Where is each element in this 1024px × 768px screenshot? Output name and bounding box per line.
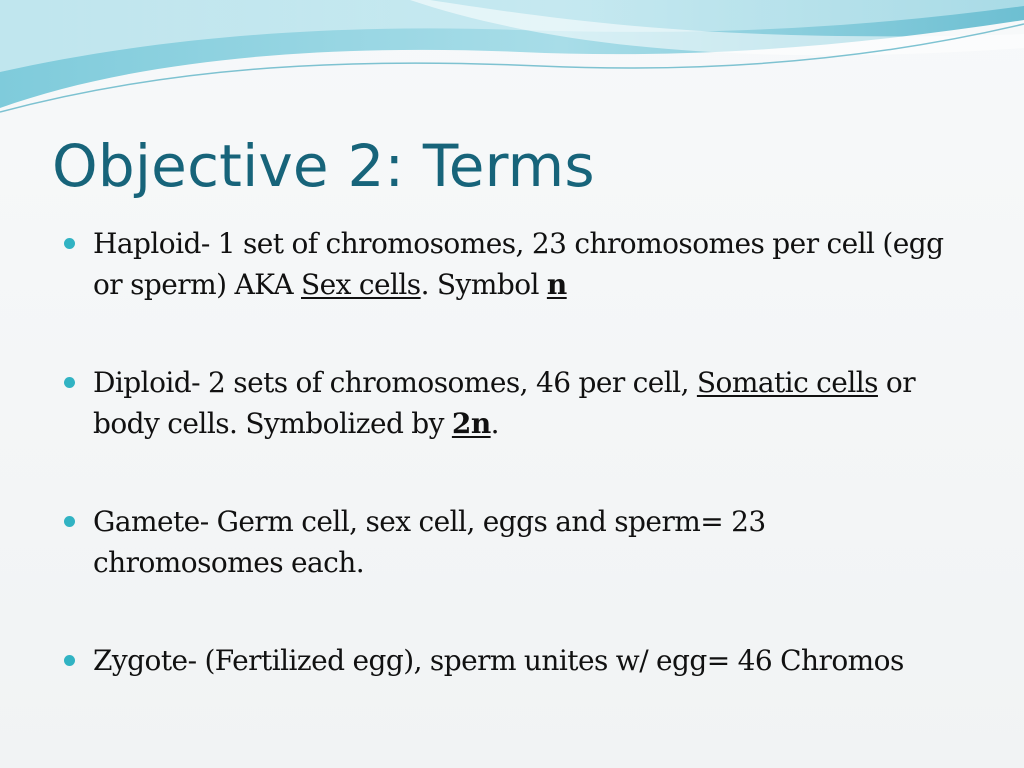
bullet-text: Gamete- Germ cell, sex cell, eggs and sperm= 23 chromosomes each. (93, 505, 766, 579)
bullet-text: Diploid- 2 sets of chromosomes, 46 per cell, Somatic cells or body cells. Symbolized by 2n. (93, 366, 916, 440)
bullet-dot-icon (64, 516, 75, 527)
bullet-dot-icon (64, 377, 75, 388)
bullet-dot-icon (64, 655, 75, 666)
bullet-text: Zygote- (Fertilized egg), sperm unites w/ egg= 46 Chromos (93, 644, 904, 677)
page-title: Objective 2: Terms (52, 132, 595, 200)
bullet-text: Haploid- 1 set of chromosomes, 23 chromosomes per cell (egg or sperm) AKA Sex cells. Symbol n (93, 227, 944, 301)
bullet-dot-icon (64, 238, 75, 249)
